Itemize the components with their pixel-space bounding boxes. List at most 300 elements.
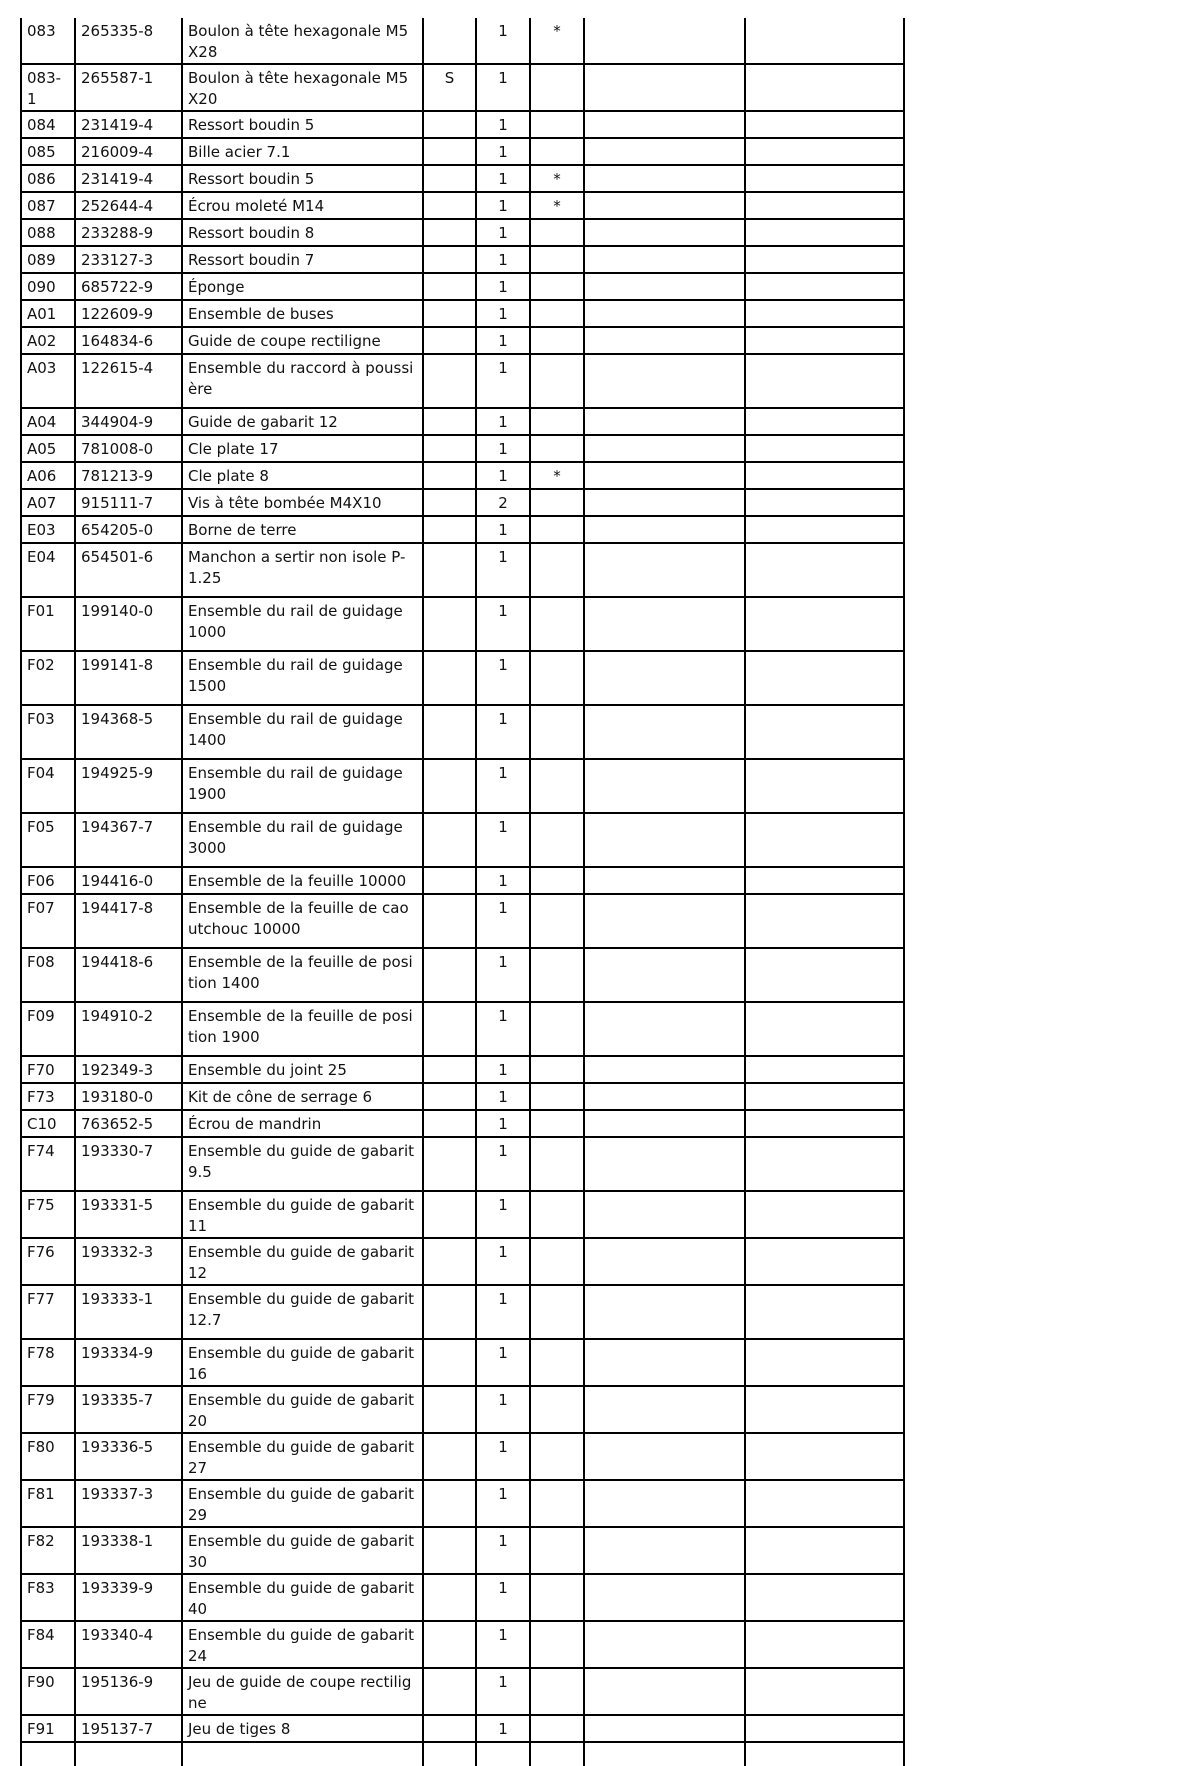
table-row bbox=[21, 1527, 904, 1574]
empty-cell bbox=[584, 705, 745, 759]
description-cell: Ensemble du guide de gabarit 9.5 bbox=[182, 1137, 423, 1191]
empty-cell bbox=[745, 165, 904, 192]
table-row bbox=[21, 246, 904, 273]
table-row bbox=[21, 408, 904, 435]
item-number-cell: F08 bbox=[21, 948, 75, 1002]
quantity-cell: 1 bbox=[476, 597, 530, 651]
item-number-cell: F75 bbox=[21, 1191, 75, 1238]
note-mark-cell bbox=[530, 300, 584, 327]
part-number-cell: 122609-9 bbox=[75, 300, 182, 327]
empty-cell bbox=[745, 516, 904, 543]
item-number-cell: F05 bbox=[21, 813, 75, 867]
empty-cell bbox=[745, 1386, 904, 1433]
empty-cell bbox=[745, 705, 904, 759]
part-number-cell: 195137-7 bbox=[75, 1715, 182, 1742]
empty-cell bbox=[745, 1668, 904, 1715]
empty-cell bbox=[584, 1191, 745, 1238]
supply-code-cell bbox=[423, 192, 476, 219]
quantity-cell: 1 bbox=[476, 1715, 530, 1742]
part-number-cell: 193333-1 bbox=[75, 1285, 182, 1339]
empty-cell bbox=[584, 948, 745, 1002]
empty-cell bbox=[584, 1285, 745, 1339]
supply-code-cell bbox=[423, 1574, 476, 1621]
part-number-cell: 344904-9 bbox=[75, 408, 182, 435]
supply-code-cell bbox=[423, 219, 476, 246]
empty-cell bbox=[584, 111, 745, 138]
item-number-cell: F70 bbox=[21, 1056, 75, 1083]
supply-code-cell bbox=[423, 354, 476, 408]
quantity-cell: 1 bbox=[476, 435, 530, 462]
empty-cell bbox=[584, 273, 745, 300]
empty-cell bbox=[584, 489, 745, 516]
table-row bbox=[21, 462, 904, 489]
note-mark-cell bbox=[530, 516, 584, 543]
empty-cell bbox=[745, 597, 904, 651]
table-row bbox=[21, 327, 904, 354]
item-number-cell: C10 bbox=[21, 1110, 75, 1137]
empty-cell bbox=[745, 246, 904, 273]
supply-code-cell bbox=[423, 759, 476, 813]
description-cell: Éponge bbox=[182, 273, 423, 300]
supply-code-cell bbox=[423, 1433, 476, 1480]
item-number-cell: F79 bbox=[21, 1386, 75, 1433]
note-mark-cell bbox=[530, 948, 584, 1002]
description-cell: Kit de cône de serrage 6 bbox=[182, 1083, 423, 1110]
empty-cell bbox=[745, 1574, 904, 1621]
part-number-cell: 192349-3 bbox=[75, 1056, 182, 1083]
description-cell: Borne de terre bbox=[182, 516, 423, 543]
table-row bbox=[21, 597, 904, 651]
quantity-cell: 1 bbox=[476, 1386, 530, 1433]
note-mark-cell bbox=[530, 1480, 584, 1527]
item-number-cell: F90 bbox=[21, 1668, 75, 1715]
table-row bbox=[21, 813, 904, 867]
table-row-continuation bbox=[21, 1742, 904, 1766]
quantity-cell: 1 bbox=[476, 165, 530, 192]
empty-cell bbox=[745, 300, 904, 327]
empty-cell bbox=[584, 192, 745, 219]
description-cell: Manchon a sertir non isole P-1.25 bbox=[182, 543, 423, 597]
note-mark-cell bbox=[530, 489, 584, 516]
table-row bbox=[21, 1715, 904, 1742]
item-number-cell: F76 bbox=[21, 1238, 75, 1285]
supply-code-cell bbox=[423, 543, 476, 597]
quantity-cell: 1 bbox=[476, 1137, 530, 1191]
item-number-cell: A07 bbox=[21, 489, 75, 516]
note-mark-cell bbox=[530, 705, 584, 759]
description-cell: Cle plate 17 bbox=[182, 435, 423, 462]
empty-cell bbox=[745, 1110, 904, 1137]
item-number-cell: 083 bbox=[21, 18, 75, 64]
item-number-cell: F74 bbox=[21, 1137, 75, 1191]
item-number-cell: A01 bbox=[21, 300, 75, 327]
note-mark-cell bbox=[530, 327, 584, 354]
empty-cell bbox=[584, 867, 745, 894]
part-number-cell: 193331-5 bbox=[75, 1191, 182, 1238]
table-row bbox=[21, 651, 904, 705]
note-mark-cell bbox=[530, 651, 584, 705]
quantity-cell: 1 bbox=[476, 1668, 530, 1715]
item-number-cell: A03 bbox=[21, 354, 75, 408]
note-mark-cell bbox=[530, 1527, 584, 1574]
empty-cell bbox=[584, 1715, 745, 1742]
note-mark-cell bbox=[530, 1191, 584, 1238]
description-cell: Ensemble du guide de gabarit 11 bbox=[182, 1191, 423, 1238]
description-cell: Ensemble du joint 25 bbox=[182, 1056, 423, 1083]
quantity-cell: 1 bbox=[476, 138, 530, 165]
description-cell: Bille acier 7.1 bbox=[182, 138, 423, 165]
note-mark-cell bbox=[530, 1110, 584, 1137]
supply-code-cell bbox=[423, 516, 476, 543]
empty-cell bbox=[745, 408, 904, 435]
part-number-cell: 194368-5 bbox=[75, 705, 182, 759]
part-number-cell: 654205-0 bbox=[75, 516, 182, 543]
note-mark-cell: * bbox=[530, 462, 584, 489]
part-number-cell: 193339-9 bbox=[75, 1574, 182, 1621]
empty-cell bbox=[745, 1715, 904, 1742]
empty-cell bbox=[584, 1621, 745, 1668]
empty-cell bbox=[75, 1742, 182, 1766]
description-cell: Guide de gabarit 12 bbox=[182, 408, 423, 435]
supply-code-cell: S bbox=[423, 64, 476, 111]
note-mark-cell bbox=[530, 246, 584, 273]
part-number-cell: 193335-7 bbox=[75, 1386, 182, 1433]
item-number-cell: 088 bbox=[21, 219, 75, 246]
note-mark-cell bbox=[530, 64, 584, 111]
quantity-cell: 1 bbox=[476, 18, 530, 64]
part-number-cell: 194367-7 bbox=[75, 813, 182, 867]
empty-cell bbox=[584, 1002, 745, 1056]
quantity-cell: 1 bbox=[476, 327, 530, 354]
note-mark-cell bbox=[530, 1433, 584, 1480]
part-number-cell: 193340-4 bbox=[75, 1621, 182, 1668]
empty-cell bbox=[745, 489, 904, 516]
note-mark-cell bbox=[530, 1386, 584, 1433]
empty-cell bbox=[745, 435, 904, 462]
note-mark-cell: * bbox=[530, 192, 584, 219]
note-mark-cell bbox=[530, 894, 584, 948]
empty-cell bbox=[745, 18, 904, 64]
note-mark-cell bbox=[530, 435, 584, 462]
quantity-cell: 1 bbox=[476, 894, 530, 948]
item-number-cell: 083-1 bbox=[21, 64, 75, 111]
supply-code-cell bbox=[423, 1386, 476, 1433]
empty-cell bbox=[745, 759, 904, 813]
description-cell: Écrou moleté M14 bbox=[182, 192, 423, 219]
supply-code-cell bbox=[423, 489, 476, 516]
empty-cell bbox=[745, 219, 904, 246]
empty-cell bbox=[21, 1742, 75, 1766]
description-cell: Ensemble du rail de guidage 1000 bbox=[182, 597, 423, 651]
part-number-cell: 199141-8 bbox=[75, 651, 182, 705]
supply-code-cell bbox=[423, 1668, 476, 1715]
item-number-cell: F03 bbox=[21, 705, 75, 759]
description-cell: Guide de coupe rectiligne bbox=[182, 327, 423, 354]
empty-cell bbox=[584, 1668, 745, 1715]
supply-code-cell bbox=[423, 462, 476, 489]
table-row bbox=[21, 705, 904, 759]
empty-cell bbox=[745, 273, 904, 300]
table-row bbox=[21, 1668, 904, 1715]
supply-code-cell bbox=[423, 1002, 476, 1056]
quantity-cell: 1 bbox=[476, 300, 530, 327]
table-row bbox=[21, 18, 904, 64]
parts-list-table bbox=[20, 18, 905, 1766]
part-number-cell: 194925-9 bbox=[75, 759, 182, 813]
item-number-cell: F02 bbox=[21, 651, 75, 705]
table-row bbox=[21, 894, 904, 948]
table-row bbox=[21, 1433, 904, 1480]
empty-cell bbox=[423, 1742, 476, 1766]
empty-cell bbox=[745, 462, 904, 489]
part-number-cell: 194416-0 bbox=[75, 867, 182, 894]
table-row bbox=[21, 64, 904, 111]
description-cell: Ensemble du guide de gabarit 30 bbox=[182, 1527, 423, 1574]
part-number-cell: 193330-7 bbox=[75, 1137, 182, 1191]
item-number-cell: F80 bbox=[21, 1433, 75, 1480]
note-mark-cell bbox=[530, 1238, 584, 1285]
description-cell: Ensemble de buses bbox=[182, 300, 423, 327]
supply-code-cell bbox=[423, 894, 476, 948]
item-number-cell: 085 bbox=[21, 138, 75, 165]
table-row bbox=[21, 543, 904, 597]
item-number-cell: 086 bbox=[21, 165, 75, 192]
table-row bbox=[21, 1574, 904, 1621]
supply-code-cell bbox=[423, 273, 476, 300]
supply-code-cell bbox=[423, 1137, 476, 1191]
quantity-cell: 1 bbox=[476, 462, 530, 489]
part-number-cell: 265587-1 bbox=[75, 64, 182, 111]
quantity-cell: 1 bbox=[476, 192, 530, 219]
empty-cell bbox=[584, 408, 745, 435]
table-row bbox=[21, 435, 904, 462]
item-number-cell: F73 bbox=[21, 1083, 75, 1110]
part-number-cell: 194910-2 bbox=[75, 1002, 182, 1056]
empty-cell bbox=[584, 354, 745, 408]
item-number-cell: A02 bbox=[21, 327, 75, 354]
item-number-cell: F83 bbox=[21, 1574, 75, 1621]
part-number-cell: 193338-1 bbox=[75, 1527, 182, 1574]
item-number-cell: F04 bbox=[21, 759, 75, 813]
empty-cell bbox=[182, 1742, 423, 1766]
quantity-cell: 2 bbox=[476, 489, 530, 516]
empty-cell bbox=[745, 354, 904, 408]
description-cell: Ensemble du raccord à poussière bbox=[182, 354, 423, 408]
empty-cell bbox=[584, 462, 745, 489]
item-number-cell: E04 bbox=[21, 543, 75, 597]
supply-code-cell bbox=[423, 165, 476, 192]
description-cell: Ensemble du guide de gabarit 12 bbox=[182, 1238, 423, 1285]
quantity-cell: 1 bbox=[476, 1574, 530, 1621]
note-mark-cell bbox=[530, 1339, 584, 1386]
empty-cell bbox=[584, 1574, 745, 1621]
table-row bbox=[21, 1480, 904, 1527]
part-number-cell: 216009-4 bbox=[75, 138, 182, 165]
quantity-cell: 1 bbox=[476, 543, 530, 597]
quantity-cell: 1 bbox=[476, 516, 530, 543]
note-mark-cell bbox=[530, 273, 584, 300]
part-number-cell: 122615-4 bbox=[75, 354, 182, 408]
quantity-cell: 1 bbox=[476, 813, 530, 867]
description-cell: Ensemble du rail de guidage 1500 bbox=[182, 651, 423, 705]
quantity-cell: 1 bbox=[476, 111, 530, 138]
quantity-cell: 1 bbox=[476, 354, 530, 408]
item-number-cell: E03 bbox=[21, 516, 75, 543]
quantity-cell: 1 bbox=[476, 64, 530, 111]
note-mark-cell bbox=[530, 1715, 584, 1742]
item-number-cell: A06 bbox=[21, 462, 75, 489]
description-cell: Ensemble du rail de guidage 3000 bbox=[182, 813, 423, 867]
empty-cell bbox=[745, 867, 904, 894]
table-row bbox=[21, 1002, 904, 1056]
empty-cell bbox=[745, 64, 904, 111]
empty-cell bbox=[584, 597, 745, 651]
quantity-cell: 1 bbox=[476, 273, 530, 300]
note-mark-cell bbox=[530, 1002, 584, 1056]
empty-cell bbox=[745, 543, 904, 597]
empty-cell bbox=[584, 1433, 745, 1480]
description-cell: Ensemble de la feuille de position 1900 bbox=[182, 1002, 423, 1056]
description-cell: Ensemble du guide de gabarit 16 bbox=[182, 1339, 423, 1386]
description-cell: Boulon à tête hexagonale M5X28 bbox=[182, 18, 423, 64]
table-row bbox=[21, 489, 904, 516]
note-mark-cell bbox=[530, 813, 584, 867]
part-number-cell: 252644-4 bbox=[75, 192, 182, 219]
description-cell: Ressort boudin 8 bbox=[182, 219, 423, 246]
part-number-cell: 233127-3 bbox=[75, 246, 182, 273]
note-mark-cell bbox=[530, 1285, 584, 1339]
supply-code-cell bbox=[423, 408, 476, 435]
part-number-cell: 781008-0 bbox=[75, 435, 182, 462]
empty-cell bbox=[584, 246, 745, 273]
quantity-cell: 1 bbox=[476, 1056, 530, 1083]
empty-cell bbox=[584, 894, 745, 948]
part-number-cell: 233288-9 bbox=[75, 219, 182, 246]
supply-code-cell bbox=[423, 1285, 476, 1339]
table-row bbox=[21, 1056, 904, 1083]
description-cell: Jeu de tiges 8 bbox=[182, 1715, 423, 1742]
parts-list-body bbox=[21, 18, 904, 1766]
empty-cell bbox=[584, 1137, 745, 1191]
item-number-cell: A05 bbox=[21, 435, 75, 462]
note-mark-cell bbox=[530, 597, 584, 651]
description-cell: Ensemble du rail de guidage 1900 bbox=[182, 759, 423, 813]
empty-cell bbox=[745, 327, 904, 354]
supply-code-cell bbox=[423, 1527, 476, 1574]
quantity-cell: 1 bbox=[476, 219, 530, 246]
note-mark-cell bbox=[530, 138, 584, 165]
empty-cell bbox=[745, 192, 904, 219]
item-number-cell: F81 bbox=[21, 1480, 75, 1527]
empty-cell bbox=[745, 1480, 904, 1527]
quantity-cell: 1 bbox=[476, 1285, 530, 1339]
description-cell: Boulon à tête hexagonale M5X20 bbox=[182, 64, 423, 111]
description-cell: Ensemble du guide de gabarit 20 bbox=[182, 1386, 423, 1433]
empty-cell bbox=[745, 1285, 904, 1339]
table-row bbox=[21, 516, 904, 543]
supply-code-cell bbox=[423, 1191, 476, 1238]
item-number-cell: F07 bbox=[21, 894, 75, 948]
empty-cell bbox=[584, 1238, 745, 1285]
empty-cell bbox=[745, 138, 904, 165]
supply-code-cell bbox=[423, 813, 476, 867]
note-mark-cell bbox=[530, 354, 584, 408]
note-mark-cell bbox=[530, 1083, 584, 1110]
part-number-cell: 231419-4 bbox=[75, 165, 182, 192]
table-row bbox=[21, 219, 904, 246]
supply-code-cell bbox=[423, 1056, 476, 1083]
part-number-cell: 199140-0 bbox=[75, 597, 182, 651]
quantity-cell: 1 bbox=[476, 408, 530, 435]
description-cell: Ressort boudin 5 bbox=[182, 165, 423, 192]
table-row bbox=[21, 1191, 904, 1238]
empty-cell bbox=[584, 64, 745, 111]
part-number-cell: 265335-8 bbox=[75, 18, 182, 64]
table-row bbox=[21, 1339, 904, 1386]
empty-cell bbox=[584, 435, 745, 462]
table-row bbox=[21, 165, 904, 192]
description-cell: Ensemble du rail de guidage 1400 bbox=[182, 705, 423, 759]
empty-cell bbox=[584, 1339, 745, 1386]
table-row bbox=[21, 111, 904, 138]
item-number-cell: F84 bbox=[21, 1621, 75, 1668]
empty-cell bbox=[584, 1386, 745, 1433]
part-number-cell: 164834-6 bbox=[75, 327, 182, 354]
supply-code-cell bbox=[423, 435, 476, 462]
supply-code-cell bbox=[423, 1238, 476, 1285]
empty-cell bbox=[745, 1191, 904, 1238]
supply-code-cell bbox=[423, 327, 476, 354]
empty-cell bbox=[584, 516, 745, 543]
table-row bbox=[21, 300, 904, 327]
table-row bbox=[21, 138, 904, 165]
supply-code-cell bbox=[423, 948, 476, 1002]
item-number-cell: F91 bbox=[21, 1715, 75, 1742]
empty-cell bbox=[745, 1339, 904, 1386]
item-number-cell: 089 bbox=[21, 246, 75, 273]
item-number-cell: F77 bbox=[21, 1285, 75, 1339]
item-number-cell: F09 bbox=[21, 1002, 75, 1056]
quantity-cell: 1 bbox=[476, 759, 530, 813]
empty-cell bbox=[584, 1742, 745, 1766]
note-mark-cell bbox=[530, 543, 584, 597]
part-number-cell: 195136-9 bbox=[75, 1668, 182, 1715]
empty-cell bbox=[584, 1110, 745, 1137]
empty-cell bbox=[745, 1238, 904, 1285]
empty-cell bbox=[745, 1527, 904, 1574]
part-number-cell: 193336-5 bbox=[75, 1433, 182, 1480]
supply-code-cell bbox=[423, 18, 476, 64]
supply-code-cell bbox=[423, 1621, 476, 1668]
description-cell: Ensemble du guide de gabarit 24 bbox=[182, 1621, 423, 1668]
quantity-cell: 1 bbox=[476, 246, 530, 273]
empty-cell bbox=[745, 1742, 904, 1766]
supply-code-cell bbox=[423, 246, 476, 273]
quantity-cell: 1 bbox=[476, 1002, 530, 1056]
empty-cell bbox=[584, 813, 745, 867]
quantity-cell: 1 bbox=[476, 1480, 530, 1527]
supply-code-cell bbox=[423, 111, 476, 138]
part-number-cell: 193337-3 bbox=[75, 1480, 182, 1527]
part-number-cell: 193332-3 bbox=[75, 1238, 182, 1285]
note-mark-cell bbox=[530, 1137, 584, 1191]
supply-code-cell bbox=[423, 597, 476, 651]
table-row bbox=[21, 1238, 904, 1285]
part-number-cell: 781213-9 bbox=[75, 462, 182, 489]
empty-cell bbox=[584, 300, 745, 327]
note-mark-cell: * bbox=[530, 18, 584, 64]
supply-code-cell bbox=[423, 1083, 476, 1110]
